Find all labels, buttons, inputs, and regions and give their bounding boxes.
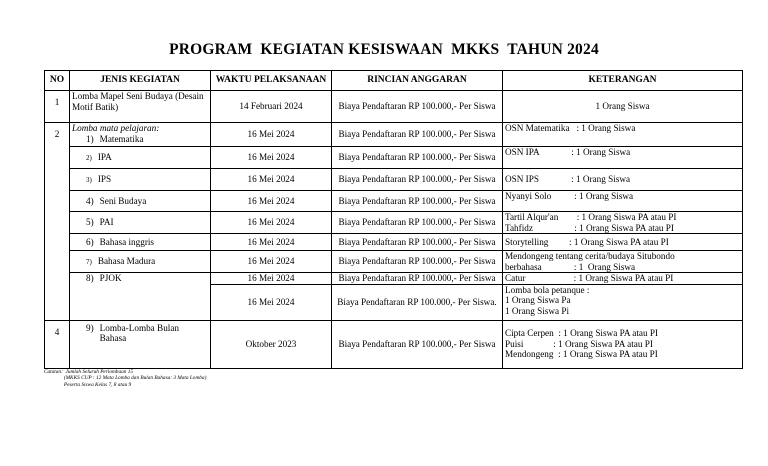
row-keterangan: Storytelling : 1 Orang Siswa PA atau PI	[503, 234, 743, 251]
row-keterangan: Nyanyi Solo : 1 Orang Siswa	[503, 191, 743, 212]
row-keterangan: Mendongeng tentang cerita/budaya Situbondo berbahasa : 1 Orang Siswa	[503, 251, 743, 273]
row-rincian: Biaya Pendaftaran RP 100.000,- Per Siswa	[332, 91, 503, 123]
item-label: Matematika	[99, 133, 144, 144]
row-waktu: 16 Mei 2024	[211, 147, 332, 169]
item-number: 9)	[86, 322, 94, 333]
row-rincian: Biaya Pendaftaran RP 100.000,- Per Siswa	[332, 273, 503, 285]
item-label: PAI	[99, 217, 114, 228]
row-keterangan: Catur : 1 Orang Siswa PA atau PI	[503, 273, 743, 285]
row-rincian: Biaya Pendaftaran RP 100.000,- Per Siswa.	[332, 284, 503, 320]
header-keterangan: KETERANGAN	[503, 71, 743, 91]
row-jenis	[70, 320, 211, 368]
row-waktu: 16 Mei 2024	[211, 212, 332, 234]
program-table	[44, 70, 743, 369]
row-waktu: 16 Mei 2024	[211, 191, 332, 212]
row-keterangan: OSN Matematika : 1 Orang Siswa	[503, 123, 743, 147]
header-waktu: WAKTU PELAKSANAAN	[211, 71, 332, 91]
row-jenis	[70, 251, 211, 273]
footnote: Catatan: Jumlah Seluruh Perlombaan 15 (MKKS CUP : 12 Mata Lomba dan Bulan Bahasa: 3 Mata Lomba) Peserta Siswa Kelas 7, 8 atau 9	[44, 369, 207, 388]
table-header-row	[45, 71, 743, 91]
item-number: 5)	[86, 217, 94, 228]
row-jenis	[70, 212, 211, 234]
row-keterangan: 1 Orang Siswa	[503, 91, 743, 123]
table-row	[45, 91, 743, 123]
row-rincian: Biaya Pendaftaran RP 100.000,- Per Siswa	[332, 212, 503, 234]
item-number: 3)	[86, 175, 92, 184]
row-waktu: 16 Mei 2024	[211, 284, 332, 320]
item-number: 6)	[86, 236, 94, 247]
table-row	[45, 320, 743, 368]
header-jenis: JENIS KEGIATAN	[70, 71, 211, 91]
row-no: 1	[45, 91, 70, 123]
row-waktu: 16 Mei 2024	[211, 234, 332, 251]
header-no: NO	[45, 71, 70, 91]
table-row	[45, 251, 743, 273]
row-keterangan: Tartil Alqur'an : 1 Orang Siswa PA atau PI Tahfidz : 1 Orang Siswa PA atau PI	[503, 212, 743, 234]
row-keterangan: OSN IPA : 1 Orang Siswa	[503, 147, 743, 169]
row-rincian: Biaya Pendaftaran RP 100.000,- Per Siswa	[332, 234, 503, 251]
row-jenis	[70, 234, 211, 251]
page-title: PROGRAM KEGIATAN KESISWAAN MKKS TAHUN 2024	[169, 41, 599, 58]
item-label: Seni Budaya	[99, 195, 147, 206]
item-label: Bahasa Madura	[97, 255, 156, 266]
row-no: 4	[45, 320, 70, 368]
row-keterangan: OSN IPS : 1 Orang Siswa	[503, 169, 743, 191]
row-jenis	[70, 169, 211, 191]
row-jenis	[70, 191, 211, 212]
item-label: Bahasa inggris	[99, 236, 155, 247]
row-jenis: Lomba Mapel Seni Budaya (Desain Motif Batik)	[70, 91, 211, 123]
row-waktu: 16 Mei 2024	[211, 169, 332, 191]
table-row	[45, 212, 743, 234]
item-number: 2)	[86, 153, 92, 162]
table-row	[45, 169, 743, 191]
row-rincian: Biaya Pendaftaran RP 100.000,- Per Siswa	[332, 251, 503, 273]
header-rincian: RINCIAN ANGGARAN	[332, 71, 503, 91]
row-rincian: Biaya Pendaftaran RP 100.000,- Per Siswa	[332, 169, 503, 191]
item-label: Lomba-Lomba Bulan Bahasa	[99, 322, 180, 343]
row-no: 2	[45, 123, 70, 321]
row-rincian: Biaya Pendaftaran RP 100.000,- Per Siswa	[332, 147, 503, 169]
row-waktu: Oktober 2023	[211, 320, 332, 368]
row-jenis	[70, 273, 211, 321]
item-number: 1)	[86, 133, 94, 144]
row-waktu: 16 Mei 2024	[211, 251, 332, 273]
row-keterangan: Lomba bola petanque : 1 Orang Siswa Pa 1 Orang Siswa Pi	[503, 284, 743, 320]
row-waktu: 16 Mei 2024	[211, 123, 332, 147]
item-label: IPA	[97, 151, 112, 162]
item-label: IPS	[97, 173, 112, 184]
row-rincian: Biaya Pendaftaran RP 100.000,- Per Siswa	[332, 320, 503, 368]
row-rincian: Biaya Pendaftaran RP 100.000,- Per Siswa	[332, 123, 503, 147]
table-row	[45, 147, 743, 169]
item-number: 7)	[86, 257, 92, 266]
item-label: PJOK	[99, 273, 122, 283]
row-rincian: Biaya Pendaftaran RP 100.000,- Per Siswa	[332, 191, 503, 212]
row-keterangan: Cipta Cerpen : 1 Orang Siswa PA atau PI Puisi : 1 Orang Siswa PA atau PI Mendongeng : 1 Orang Siswa PA atau PI	[503, 320, 743, 368]
row-jenis	[70, 147, 211, 169]
table-row	[45, 234, 743, 251]
item-number: 8)	[86, 273, 94, 283]
item-number: 4)	[86, 195, 94, 206]
table-row	[45, 191, 743, 212]
table-row	[45, 123, 743, 147]
row-waktu: 14 Februari 2024	[211, 91, 332, 123]
row-jenis	[70, 123, 211, 147]
row-waktu: 16 Mei 2024	[211, 273, 332, 285]
table-row	[45, 273, 743, 285]
section-intro: Lomba mata pelajaran:	[72, 123, 160, 133]
